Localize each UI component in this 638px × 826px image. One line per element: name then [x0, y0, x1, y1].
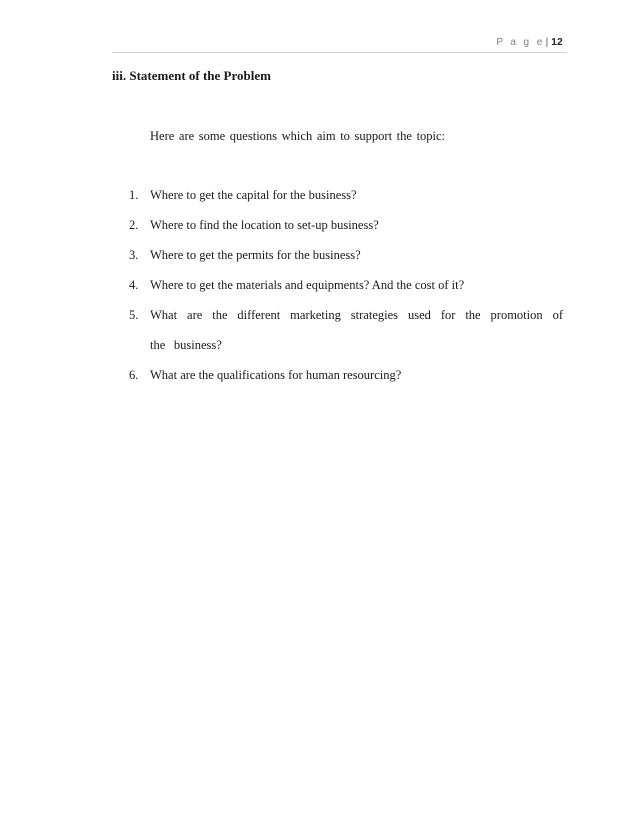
header-divider: [112, 52, 567, 53]
page-number: 12: [551, 37, 563, 48]
question-item-4: [129, 270, 563, 300]
question-number: 1.: [129, 188, 139, 202]
question-text: Where to get the permits for the business?: [150, 248, 361, 262]
question-text: What are the different marketing strategies used for the promotion of the business?: [150, 308, 563, 352]
intro-paragraph: Here are some questions which aim to support the topic:: [150, 129, 446, 143]
question-item-6: [129, 360, 563, 390]
section-title: iii. Statement of the Problem: [112, 68, 271, 83]
question-text: Where to find the location to set-up business?: [150, 218, 379, 232]
question-item-1: [129, 180, 563, 210]
question-text: Where to get the materials and equipments? And the cost of it?: [150, 278, 465, 292]
question-list: [129, 180, 563, 390]
question-number: 6.: [129, 368, 139, 382]
question-item-3: [129, 240, 563, 270]
page-separator: |: [545, 37, 549, 48]
page-header: [496, 37, 563, 48]
question-number: 3.: [129, 248, 139, 262]
question-number: 4.: [129, 278, 139, 292]
question-item-5: [129, 300, 563, 360]
question-number: 2.: [129, 218, 139, 232]
question-number: 5.: [129, 308, 139, 322]
question-text: Where to get the capital for the business?: [150, 188, 357, 202]
question-text: What are the qualifications for human resourcing?: [150, 368, 402, 382]
page-label: P a g e: [496, 37, 545, 48]
question-item-2: [129, 210, 563, 240]
